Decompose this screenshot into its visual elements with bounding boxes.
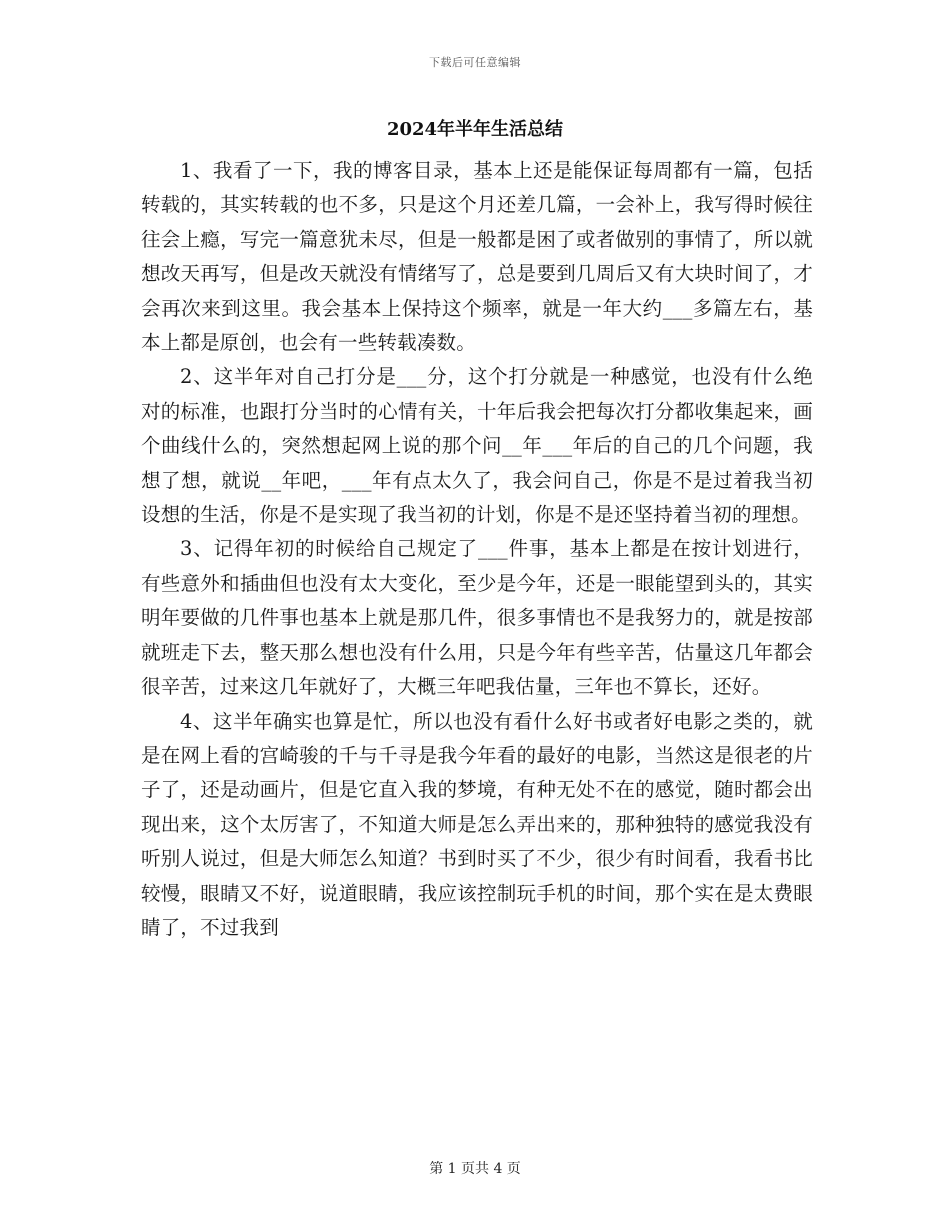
document-body xyxy=(141,154,813,945)
page-footer: 第 1 页共 4 页 xyxy=(429,1161,521,1177)
paragraph-2: 2、这半年对自己打分是___分，这个打分就是一种感觉，也没有什么绝对的标准，也跟打分当时的心情有关，十年后我会把每次打分都收集起来，画个曲线什么的，突然想起网上说的那个问__年___年后的自己的几个问题，我想了想，就说__年吧，___年有点太久了，我会问自己，你是不是过着我当初设想的生活，你是不是实现了我当初的计划，你是不是还坚持着当初的理想。 xyxy=(141,365,813,527)
paragraph-1: 1、我看了一下，我的博客目录，基本上还是能保证每周都有一篇，包括转载的，其实转载的也不多，只是这个月还差几篇，一会补上，我写得时候往往会上瘾，写完一篇意犹未尽，但是一般都是困了或者做别的事情了，所以就想改天再写，但是改天就没有情绪写了，总是要到几周后又有大块时间了，才会再次来到这里。我会基本上保持这个频率，就是一年大约___多篇左右，基本上都是原创，也会有一些转载凑数。 xyxy=(141,159,813,355)
header-note: 下载后可任意编辑 xyxy=(429,56,521,69)
document-title: 2024年半年生活总结 xyxy=(386,119,564,140)
paragraph-4: 4、这半年确实也算是忙，所以也没有看什么好书或者好电影之类的，就是在网上看的宫崎骏的千与千寻是我今年看的最好的电影，当然这是很老的片子了，还是动画片，但是它直入我的梦境，有种无处不在的感觉，随时都会出现出来，这个太厉害了，不知道大师是怎么弄出来的，那种独特的感觉我没有听别人说过，但是大师怎么知道？书到时买了不少，很少有时间看，我看书比较慢，眼睛又不好，说道眼睛，我应该控制玩手机的时间，那个实在是太费眼睛了，不过我到 xyxy=(141,709,813,939)
paragraph-3: 3、记得年初的时候给自己规定了___件事，基本上都是在按计划进行，有些意外和插曲但也没有太大变化，至少是今年，还是一眼能望到头的，其实明年要做的几件事也基本上就是那几件，很多事情也不是我努力的，就是按部就班走下去，整天那么想也没有什么用，只是今年有些辛苦，估量这几年都会很辛苦，过来这几年就好了，大概三年吧我估量，三年也不算长，还好。 xyxy=(141,537,813,699)
